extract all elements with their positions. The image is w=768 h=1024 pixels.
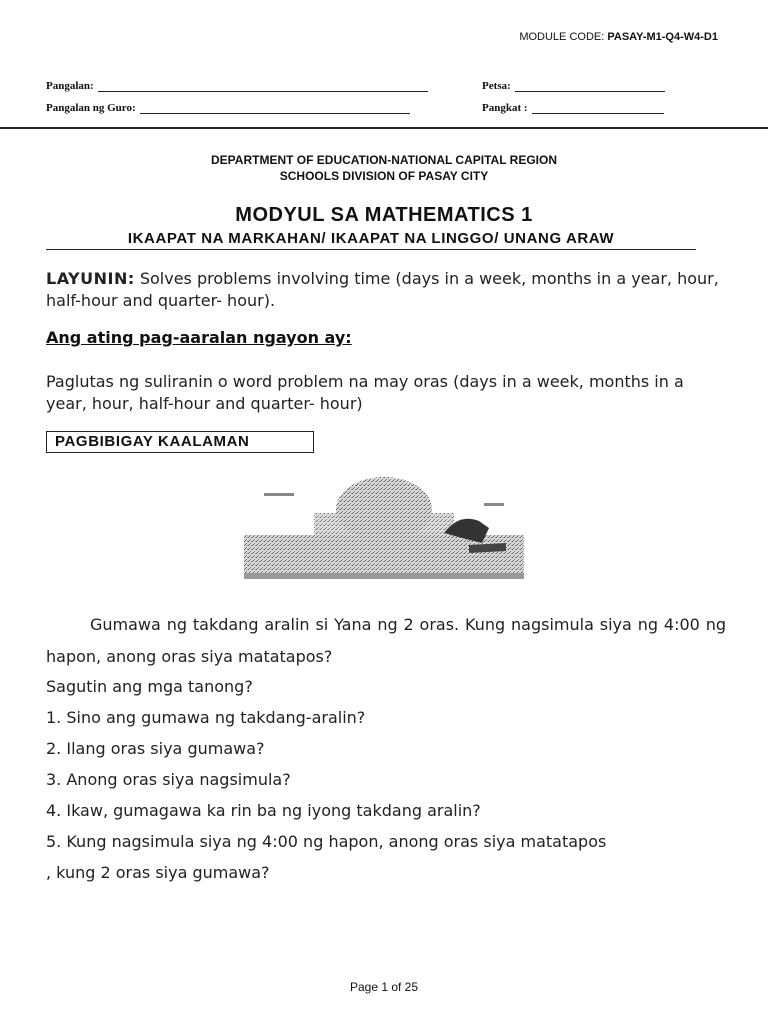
module-code (519, 31, 718, 43)
header-divider (0, 127, 768, 129)
question-1: 1. Sino ang gumawa ng takdang-aralin? (46, 708, 366, 727)
question-5: 5. Kung nagsimula siya ng 4:00 ng hapon, anong oras siya matatapos (46, 832, 607, 851)
question-2: 2. Ilang oras siya gumawa? (46, 739, 265, 758)
word-problem-text: Gumawa ng takdang aralin si Yana ng 2 oras. Kung nagsimula siya ng 4:00 ng hapon, anong oras siya matatapos? (46, 615, 726, 666)
lesson-heading: Ang ating pag-aaralan ngayon ay: (46, 328, 352, 347)
name-blank[interactable] (98, 81, 428, 92)
objective-label: LAYUNIN: (46, 269, 135, 288)
module-code-label: MODULE CODE: (519, 31, 605, 43)
department-line-2: SCHOOLS DIVISION OF PASAY CITY (279, 169, 489, 183)
word-problem (46, 609, 726, 673)
date-blank[interactable] (515, 81, 665, 92)
department-heading (0, 152, 768, 184)
objective-text: Solves problems involving time (days in a week, months in a year, hour, half-hour and quarter- hour). (46, 269, 719, 310)
question-3: 3. Anong oras siya nagsimula? (46, 770, 291, 789)
teacher-label: Pangalan ng Guro: (46, 102, 136, 114)
question-5-continued: , kung 2 oras siya gumawa? (46, 863, 270, 882)
section-blank[interactable] (532, 103, 664, 114)
homework-illustration (244, 473, 524, 583)
module-title: MODYUL SA MATHEMATICS 1 (235, 204, 533, 226)
section-box: PAGBIBIGAY KAALAMAN (46, 431, 314, 453)
questions-intro: Sagutin ang mga tanong? (46, 677, 253, 696)
section-label: Pangkat : (482, 102, 528, 114)
lesson-intro: Paglutas ng suliranin o word problem na may oras (days in a week, months in a year, hour, half-hour and quarter- hour) (46, 372, 684, 413)
objective-paragraph (46, 268, 726, 312)
page-number: Page 1 of 25 (349, 980, 419, 994)
name-label: Pangalan: (46, 80, 94, 92)
question-4: 4. Ikaw, gumagawa ka rin ba ng iyong takdang aralin? (46, 801, 481, 820)
field-row-name (46, 80, 706, 92)
field-row-teacher (46, 102, 706, 114)
teacher-blank[interactable] (140, 103, 410, 114)
department-line-1: DEPARTMENT OF EDUCATION-NATIONAL CAPITAL REGION (211, 153, 557, 167)
module-subtitle: IKAAPAT NA MARKAHAN/ IKAAPAT NA LINGGO/ UNANG ARAW (46, 230, 696, 250)
module-code-value: PASAY-M1-Q4-W4-D1 (607, 31, 718, 43)
date-label: Petsa: (482, 80, 511, 92)
